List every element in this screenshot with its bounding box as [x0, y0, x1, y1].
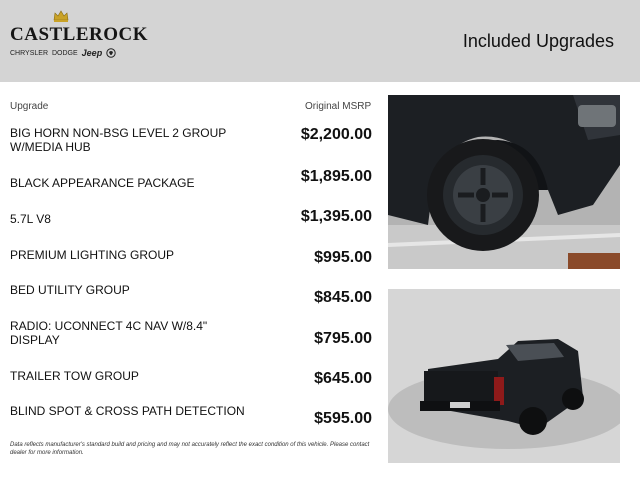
page-title: Included Upgrades [462, 31, 614, 51]
brand-marks [10, 48, 116, 58]
upgrade-name: BLACK APPEARANCE PACKAGE [10, 176, 195, 190]
upgrade-name: BIG HORN NON-BSG LEVEL 2 GROUP W/MEDIA HUB [10, 126, 227, 154]
upgrade-name: TRAILER TOW GROUP [10, 369, 139, 383]
truck-rear-photo [388, 289, 620, 463]
upgrade-price: $645.00 [314, 370, 372, 387]
dealer-logo[interactable] [10, 10, 149, 66]
upgrade-price: $595.00 [314, 410, 372, 427]
brand-dodge: DODGE [52, 49, 78, 57]
truck-wheel-photo [388, 95, 620, 269]
truck-wheel-photo-icon [388, 95, 620, 269]
upgrade-name: RADIO: UCONNECT 4C NAV W/8.4" DISPLAY [10, 319, 208, 347]
logo-wordmark: CASTLEROCK [10, 24, 149, 45]
upgrade-price: $1,895.00 [300, 168, 372, 185]
header-bar [0, 0, 640, 82]
upgrade-name: 5.7L V8 [10, 212, 51, 226]
brand-chrysler: CHRYSLER [10, 49, 48, 57]
upgrade-name: BLIND SPOT & CROSS PATH DETECTION [10, 404, 245, 418]
upgrade-price: $795.00 [314, 330, 372, 347]
column-header-msrp: Original MSRP [305, 101, 372, 112]
disclaimer-text: Data reflects manufacturer's standard build and pricing and may not accurately reflect the exact condition of this vehicle. Please contact dealer for more information. [10, 442, 370, 456]
upgrade-name: BED UTILITY GROUP [10, 283, 130, 297]
truck-rear-photo-icon [388, 289, 620, 463]
upgrade-price: $2,200.00 [300, 126, 372, 143]
upgrade-price: $1,395.00 [300, 208, 372, 225]
crown-icon [53, 10, 69, 22]
column-header-upgrade: Upgrade [10, 101, 49, 112]
brand-jeep: Jeep [81, 48, 103, 58]
ram-icon [106, 48, 116, 58]
upgrade-price: $845.00 [314, 289, 372, 306]
upgrade-name: PREMIUM LIGHTING GROUP [10, 248, 175, 262]
upgrade-price: $995.00 [314, 249, 372, 266]
